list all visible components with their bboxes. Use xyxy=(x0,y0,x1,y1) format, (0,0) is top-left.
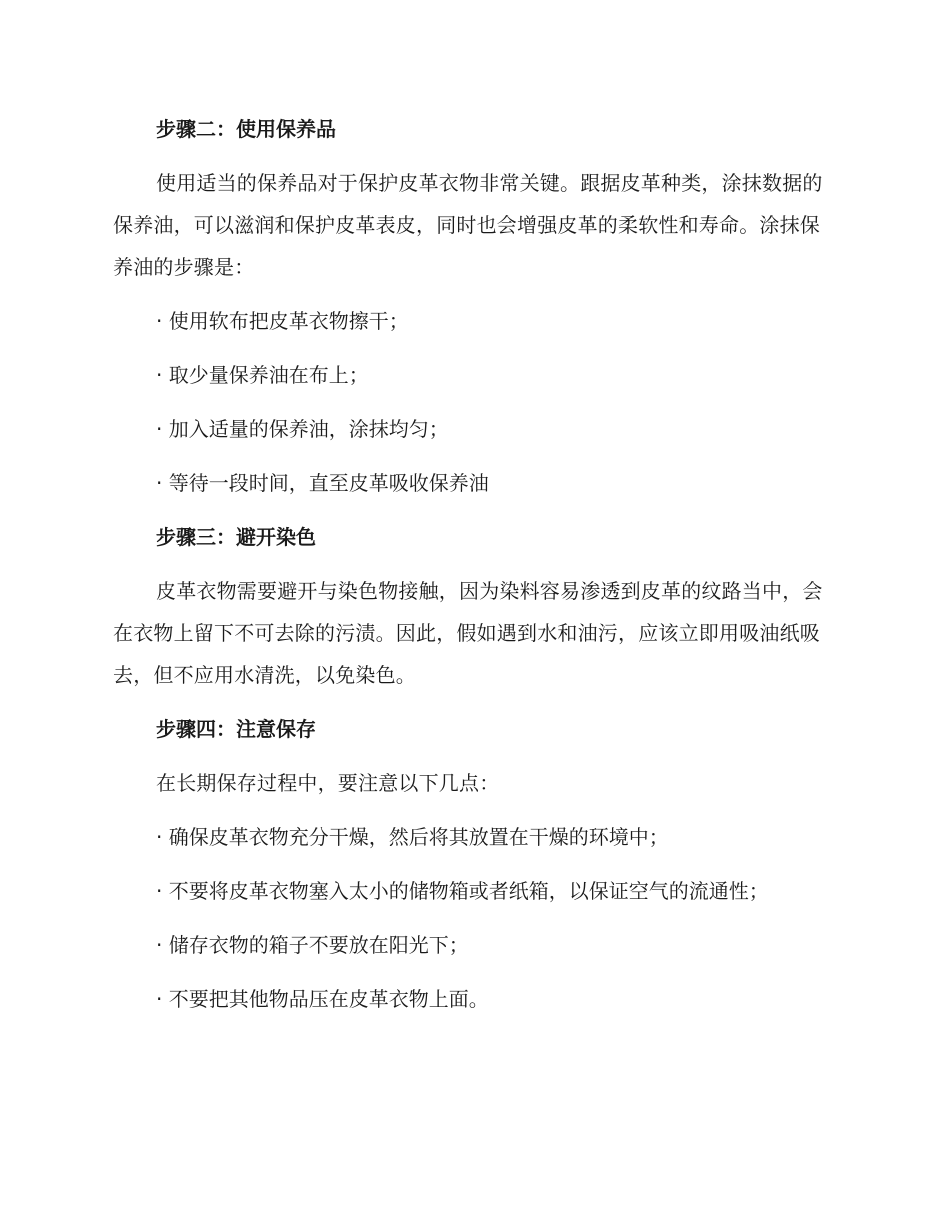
section-spacer xyxy=(113,504,835,516)
section-heading-step-2: 步骤二：使用保养品 xyxy=(156,117,336,141)
section-spacer xyxy=(113,696,835,708)
section-paragraph-step-4: 在长期保存过程中，要注意以下几点： xyxy=(156,771,500,795)
section-paragraph-step-3: 皮革衣物需要避开与染色物接触，因为染料容易渗透到皮革的纹路当中，会在衣物上留下不可去除的污渍。因此，假如遇到水和油污，应该立即用吸油纸吸去，但不应用水清洗，以免染色。 xyxy=(113,579,823,687)
list-item: · 加入适量的保养油，涂抹均匀； xyxy=(156,417,449,441)
section-heading-step-4: 步骤四：注意保存 xyxy=(156,717,316,741)
section-paragraph-step-2: 使用适当的保养品对于保护皮革衣物非常关键。跟据皮革种类，涂抹数据的保养油，可以滋润和保护皮革表皮，同时也会增强皮革的柔软性和寿命。涂抹保养油的步骤是： xyxy=(113,171,823,279)
list-item: · 不要把其他物品压在皮革衣物上面。 xyxy=(156,987,489,1011)
list-item: · 储存衣物的箱子不要放在阳光下； xyxy=(156,933,469,957)
list-item: · 等待一段时间，直至皮革吸收保养油 xyxy=(156,471,489,495)
document-body xyxy=(113,108,835,1020)
list-item: · 不要将皮革衣物塞入太小的储物箱或者纸箱，以保证空气的流通性； xyxy=(156,879,769,903)
list-item: · 确保皮革衣物充分干燥，然后将其放置在干燥的环境中； xyxy=(156,825,669,849)
list-item: · 取少量保养油在布上； xyxy=(156,363,369,387)
section-heading-step-3: 步骤三：避开染色 xyxy=(156,525,316,549)
list-item: · 使用软布把皮革衣物擦干； xyxy=(156,309,409,333)
